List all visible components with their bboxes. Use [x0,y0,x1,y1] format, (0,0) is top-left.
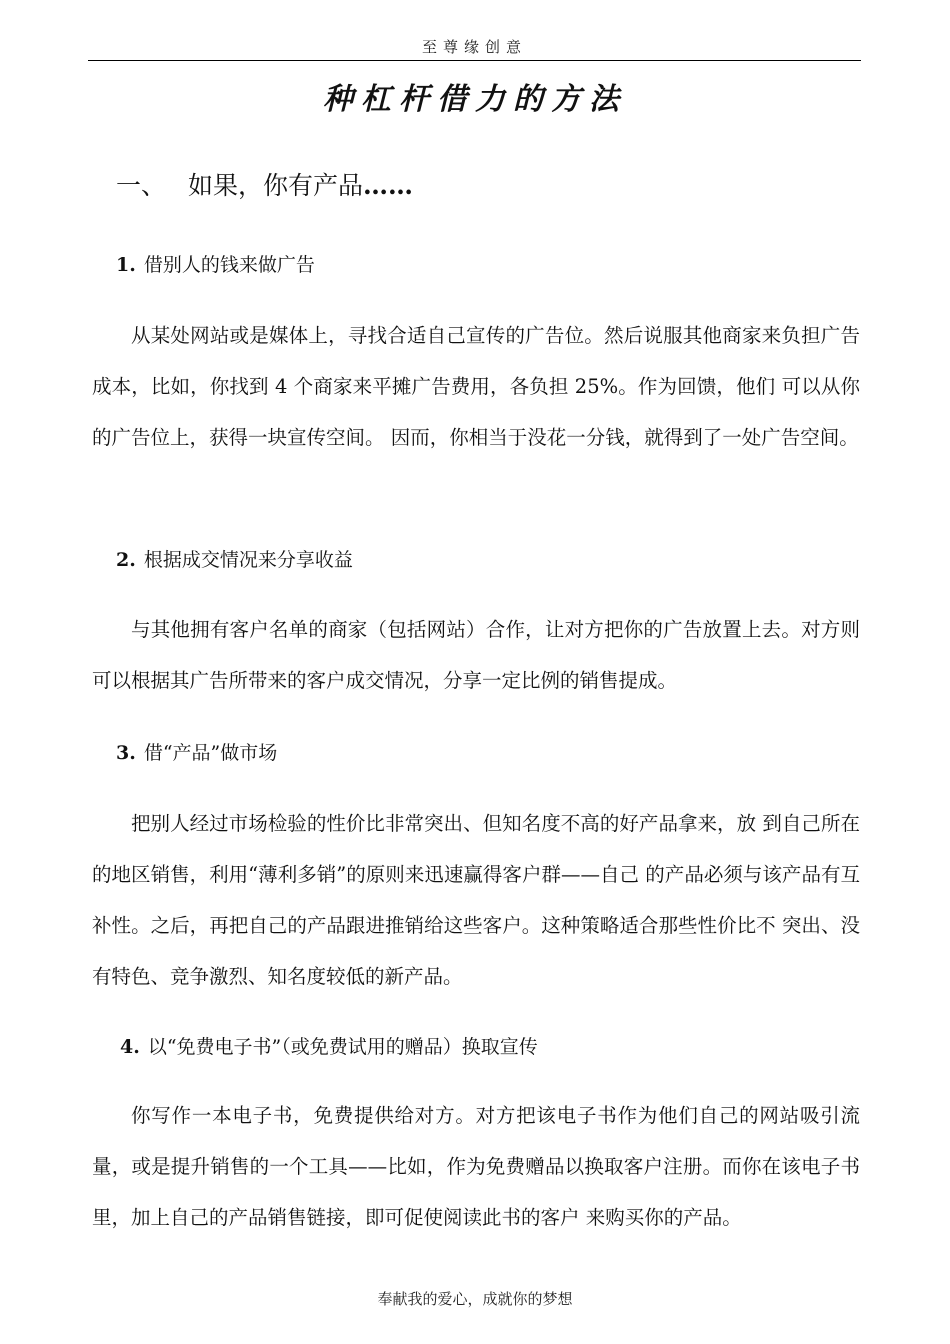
item-1-body: 从某处网站或是媒体上，寻找合适自己宣传的广告位。然后说服其他商家来负担广告成本，比如，你找到 4 个商家来平摊广告费用，各负担 25%。作为回馈，他们 可以从你的广告位上，获得一块宣传空间。 因而，你相当于没花一分钱，就得到了一处广告空间。 [92,324,860,449]
section-ellipsis: …… [363,171,414,200]
item-2-heading [116,545,353,572]
item-1-heading-text: 借别人的钱来做广告 [143,254,315,276]
item-3-number: 3. [116,742,136,764]
item-4-heading-text: 以“免费电子书”（或免费试用的赠品）换取宣传 [147,1036,538,1058]
item-3-body: 把别人经过市场检验的性价比非常突出、但知名度不高的好产品拿来，放 到自己所在的地区销售，利用“薄利多销”的原则来迅速赢得客户群——自己 的产品必须与该产品有互补性。之后，再把自己的产品跟进推销给这些客户。这种策略适合那些性价比不 突出、没有特色、竞争激烈、知名度较低的新产品。 [92,812,860,988]
document-title: 种杠杆借力的方法 [323,82,627,117]
page-footer: 奉献我的爱心，成就你的梦想 [377,1290,573,1308]
header-rule [88,60,861,61]
item-4-body: 你写作一本电子书，免费提供给对方。对方把该电子书作为他们自己的网站吸引流量，或是提升销售的一个工具——比如，作为免费赠品以换取客户注册。而你在该电子书里，加上自己的产品销售链接，即可促使阅读此书的客户 来购买你的产品。 [92,1104,860,1229]
item-2-heading-text: 根据成交情况来分享收益 [143,549,353,571]
item-1-heading [116,250,315,277]
item-1-number: 1. [116,254,136,276]
section-number: 一、 [116,171,167,200]
item-4-number: 4. [120,1036,140,1058]
item-3-heading-text: 借“产品”做市场 [143,742,278,764]
section-heading-text: 如果，你有产品 [188,171,364,200]
item-2-body: 与其他拥有客户名单的商家（包括网站）合作，让对方把你的广告放置上去。对方则可以根据其广告所带来的客户成交情况，分享一定比例的销售提成。 [92,618,860,692]
item-4-heading [120,1032,538,1059]
page-header: 至尊缘创意 [421,38,527,56]
item-2-number: 2. [116,549,136,571]
section-heading [116,166,413,202]
item-3-heading [116,738,277,765]
